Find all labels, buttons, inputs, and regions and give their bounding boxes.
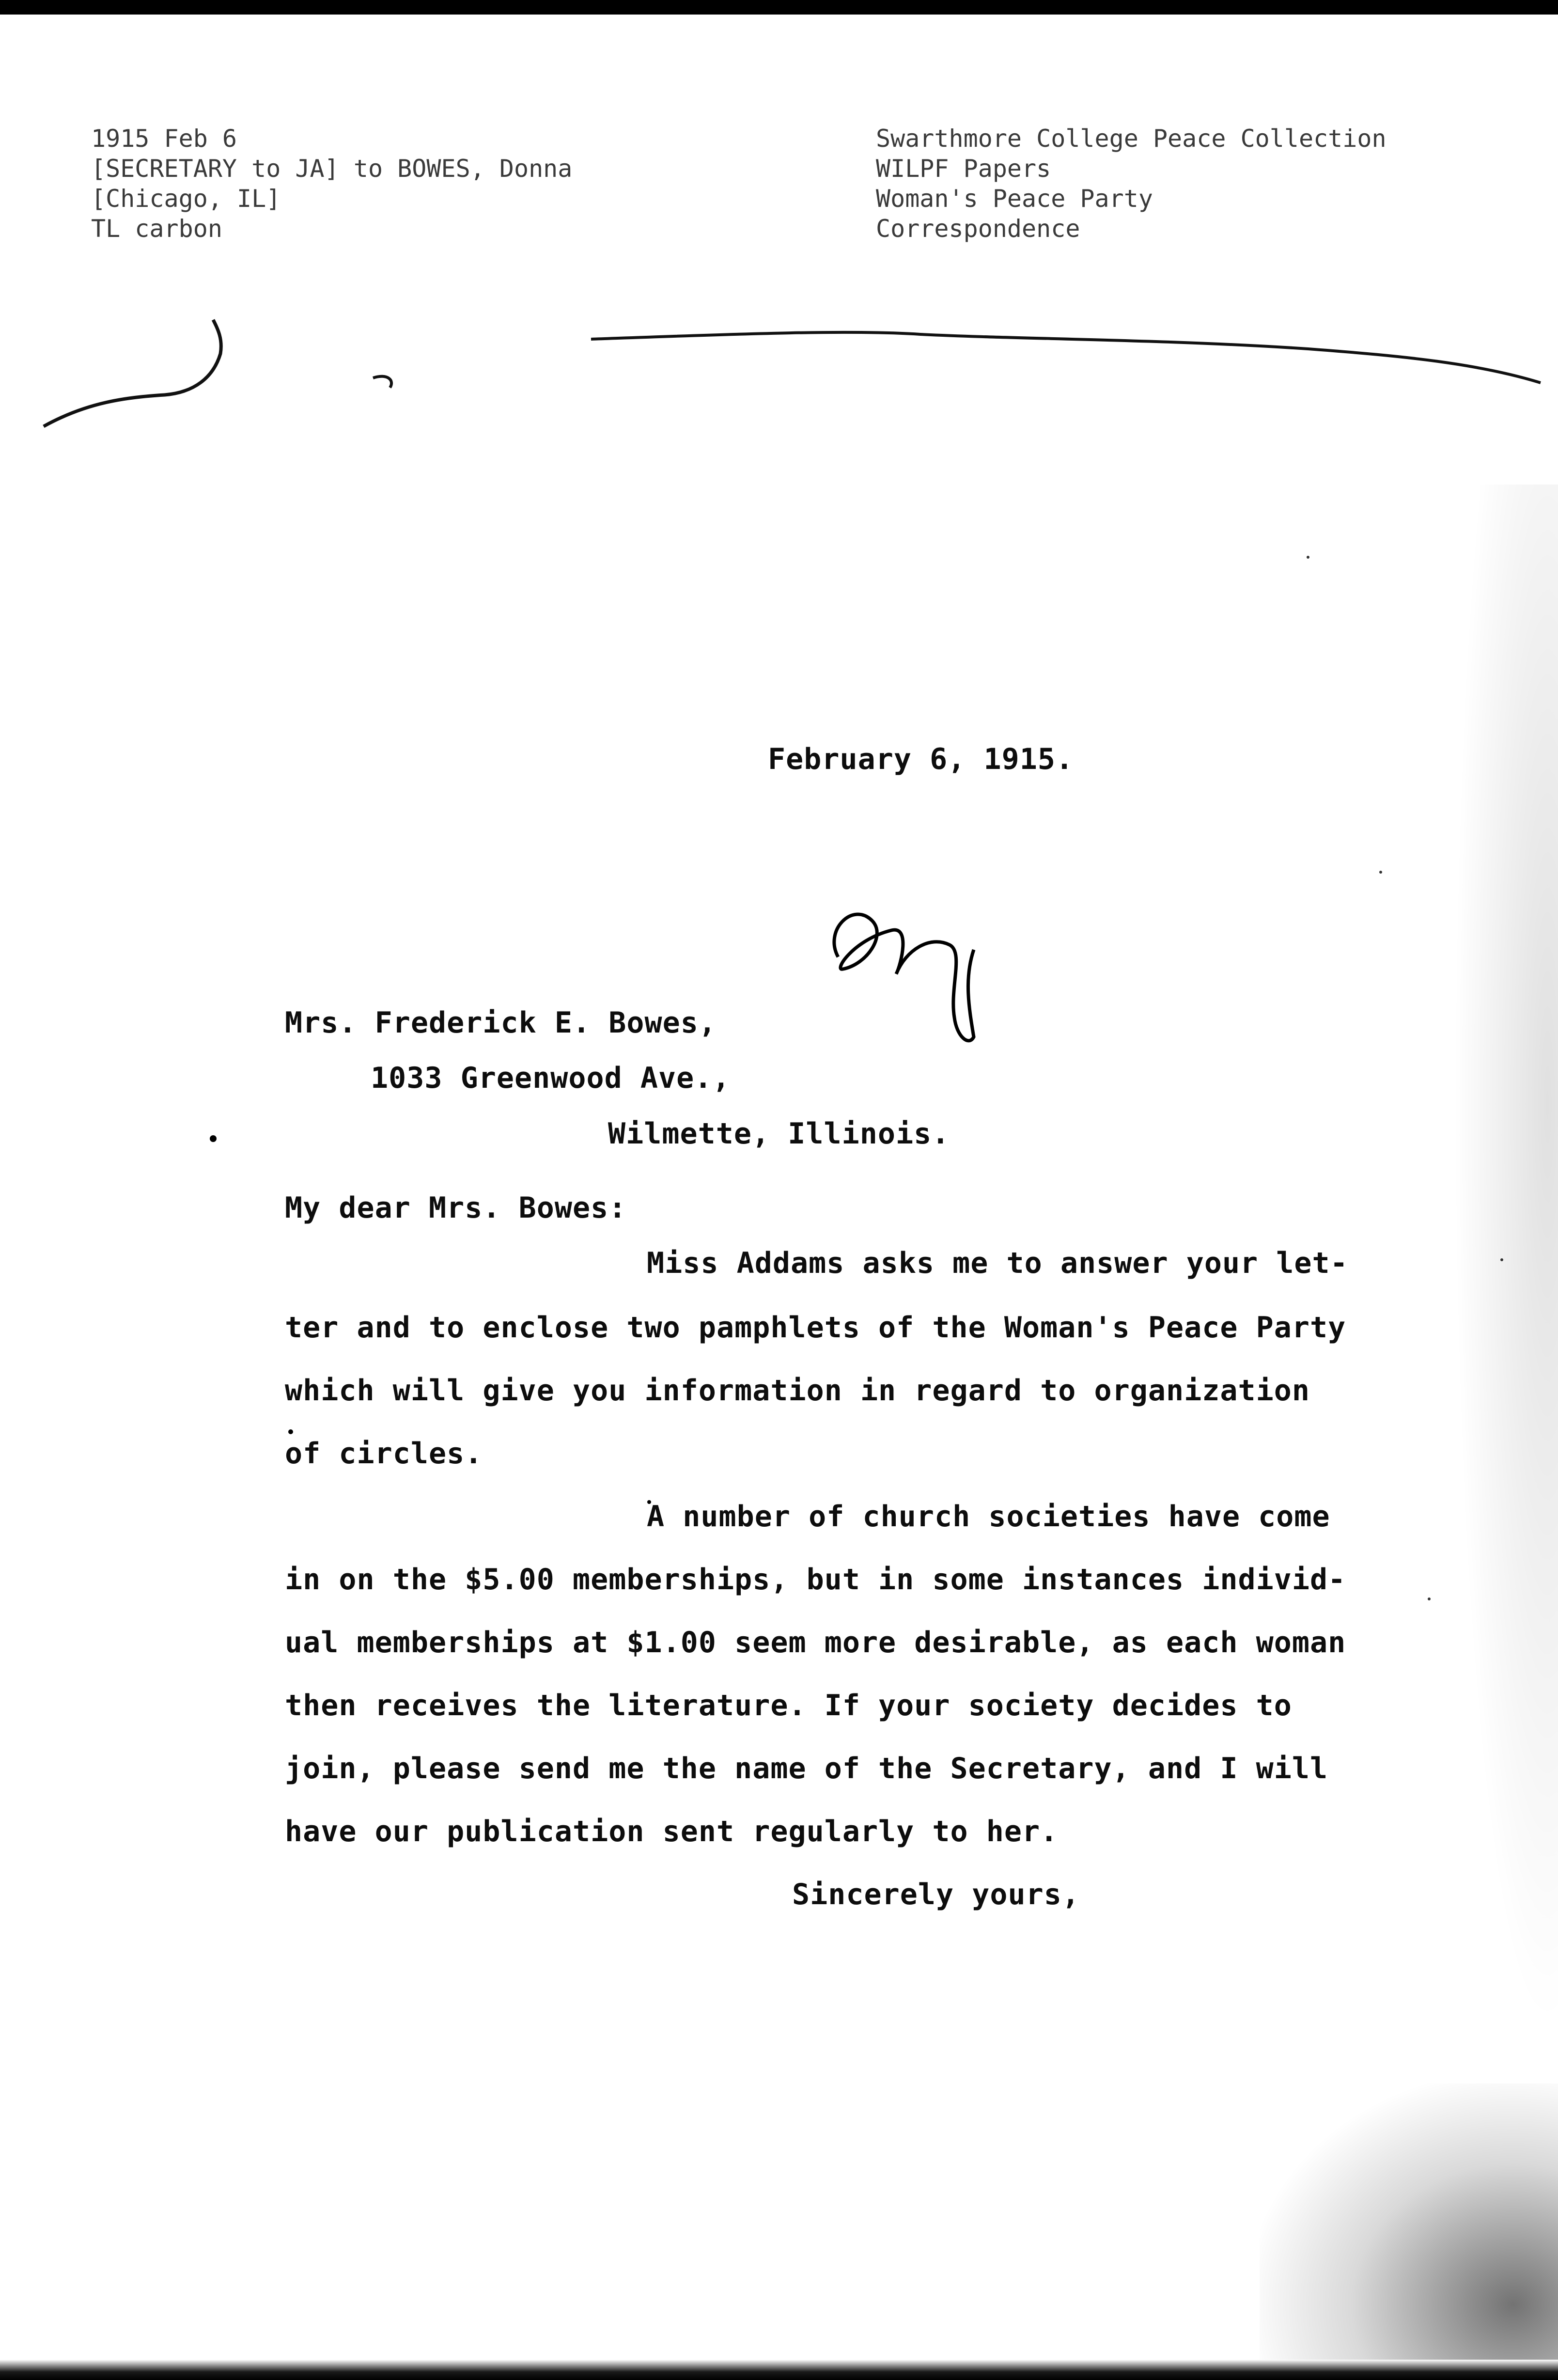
letter-date: February 6, 1915. [768, 742, 1074, 776]
citation-date: 1915 Feb 6 [91, 125, 237, 153]
closing: Sincerely yours, [792, 1878, 1080, 1911]
collection-subseries: Correspondence [876, 215, 1080, 243]
paragraph-2-line: ual memberships at $1.00 seem more desirable, as each woman [285, 1626, 1346, 1660]
salutation: My dear Mrs. Bowes: [285, 1191, 627, 1225]
paper-stain-right [1453, 485, 1558, 2035]
ink-dot [288, 1429, 293, 1434]
torn-edge-top [591, 332, 1541, 383]
collection-name: Swarthmore College Peace Collection [876, 125, 1387, 153]
ink-dot [1428, 1597, 1431, 1600]
citation-format: TL carbon [91, 215, 222, 243]
paragraph-1-line: of circles. [285, 1437, 483, 1471]
paragraph-1-line: ter and to enclose two pamphlets of the Woman's Peace Party [285, 1311, 1346, 1345]
paper-stain-bottom-right [1260, 2083, 1558, 2360]
addressee-street: 1033 Greenwood Ave., [371, 1061, 731, 1095]
initials-signature [834, 914, 974, 1041]
paragraph-2-line: join, please send me the name of the Secretary, and I will [285, 1752, 1328, 1785]
collection-series: Woman's Peace Party [876, 185, 1153, 213]
citation-place: [Chicago, IL] [91, 185, 281, 213]
ink-dot [1379, 871, 1382, 874]
paragraph-2-line: then receives the literature. If your society decides to [285, 1689, 1292, 1722]
paragraph-1-line: Miss Addams asks me to answer your let- [647, 1246, 1348, 1280]
ink-mark [373, 376, 391, 388]
citation-correspondents: [SECRETARY to JA] to BOWES, Donna [91, 155, 573, 183]
paragraph-2-line: have our publication sent regularly to her. [285, 1815, 1059, 1848]
scan-bottom-edge [0, 2360, 1558, 2380]
paragraph-2-line: in on the $5.00 memberships, but in some instances individ- [285, 1563, 1346, 1597]
addressee-name: Mrs. Frederick E. Bowes, [285, 1006, 717, 1040]
collection-papers: WILPF Papers [876, 155, 1051, 183]
ink-dot [1307, 556, 1309, 559]
addressee-city: Wilmette, Illinois. [608, 1117, 950, 1151]
ink-dot [210, 1135, 217, 1142]
paragraph-1-line: which will give you information in regard to organization [285, 1374, 1310, 1408]
paragraph-2-line: A number of church societies have come [647, 1500, 1330, 1534]
torn-edge-left [44, 320, 221, 426]
